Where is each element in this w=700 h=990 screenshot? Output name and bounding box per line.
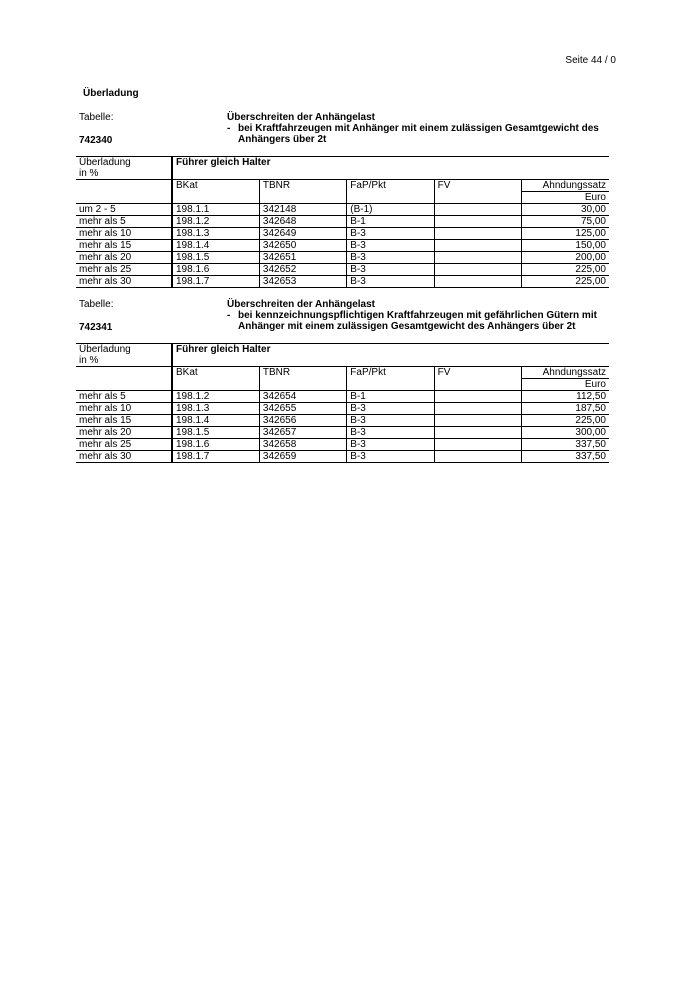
cell-overload: um 2 - 5 (76, 204, 172, 216)
table-row (76, 391, 609, 403)
cell-fap: B-3 (347, 415, 434, 427)
cell-bkat: 198.1.7 (172, 276, 259, 288)
description-line: Anhänger mit einem zulässigen Gesamtgewicht des Anhängers über 2t (238, 321, 576, 332)
cell-bkat: 198.1.6 (172, 439, 259, 451)
penalty-table (76, 343, 609, 463)
cell-fap: B-1 (347, 216, 434, 228)
group-header: Führer gleich Halter (172, 157, 609, 169)
cell-amount: 187,50 (522, 403, 609, 415)
cell-bkat: 198.1.1 (172, 204, 259, 216)
cell-fv (434, 415, 521, 427)
column-header-overload: Überladung (76, 157, 172, 169)
cell-bkat: 198.1.3 (172, 403, 259, 415)
cell-fv (434, 391, 521, 403)
column-header-amount: Ahndungssatz (522, 180, 609, 192)
table-row (76, 240, 609, 252)
table-row (76, 403, 609, 415)
column-header-unit: in % (76, 355, 172, 367)
cell-bkat: 198.1.2 (172, 391, 259, 403)
table-description (227, 123, 599, 145)
column-header-unit: in % (76, 168, 172, 180)
column-header-currency: Euro (522, 192, 609, 204)
cell-fv (434, 276, 521, 288)
penalty-table (76, 156, 609, 288)
cell-fap: (B-1) (347, 204, 434, 216)
table-code: 742340 (79, 135, 113, 146)
table-row (76, 427, 609, 439)
cell-amount: 300,00 (522, 427, 609, 439)
table-heading: Überschreiten der Anhängelast (227, 299, 376, 310)
cell-tbnr: 342148 (259, 204, 346, 216)
cell-tbnr: 342653 (259, 276, 346, 288)
page-number: Seite 44 / 0 (565, 55, 616, 66)
cell-amount: 112,50 (522, 391, 609, 403)
table-label: Tabelle: (79, 299, 114, 310)
cell-overload: mehr als 15 (76, 415, 172, 427)
cell-tbnr: 342655 (259, 403, 346, 415)
column-header-currency: Euro (522, 379, 609, 391)
cell-fap: B-3 (347, 264, 434, 276)
cell-amount: 150,00 (522, 240, 609, 252)
column-header-fap: FaP/Pkt (347, 367, 434, 379)
cell-tbnr: 342651 (259, 252, 346, 264)
cell-fv (434, 252, 521, 264)
cell-fap: B-1 (347, 391, 434, 403)
cell-amount: 75,00 (522, 216, 609, 228)
bullet-dash: - (227, 310, 231, 321)
table-row (76, 204, 609, 216)
cell-overload: mehr als 25 (76, 264, 172, 276)
column-header-tbnr: TBNR (259, 367, 346, 379)
cell-bkat: 198.1.5 (172, 252, 259, 264)
cell-fap: B-3 (347, 276, 434, 288)
group-header: Führer gleich Halter (172, 344, 609, 356)
cell-overload: mehr als 30 (76, 276, 172, 288)
column-header-amount: Ahndungssatz (522, 367, 609, 379)
column-header-fap: FaP/Pkt (347, 180, 434, 192)
cell-amount: 225,00 (522, 276, 609, 288)
cell-tbnr: 342654 (259, 391, 346, 403)
cell-overload: mehr als 15 (76, 240, 172, 252)
cell-tbnr: 342657 (259, 427, 346, 439)
cell-amount: 337,50 (522, 439, 609, 451)
cell-overload: mehr als 10 (76, 403, 172, 415)
cell-bkat: 198.1.4 (172, 240, 259, 252)
cell-bkat: 198.1.2 (172, 216, 259, 228)
cell-amount: 30,00 (522, 204, 609, 216)
cell-fv (434, 439, 521, 451)
table-heading: Überschreiten der Anhängelast (227, 112, 376, 123)
section-title: Überladung (83, 88, 139, 99)
cell-overload: mehr als 30 (76, 451, 172, 463)
table-row (76, 439, 609, 451)
column-header-fv: FV (434, 367, 521, 379)
table-description (227, 310, 597, 332)
cell-fap: B-3 (347, 427, 434, 439)
bullet-dash: - (227, 123, 231, 134)
table-code: 742341 (79, 322, 113, 333)
cell-overload: mehr als 20 (76, 427, 172, 439)
cell-tbnr: 342650 (259, 240, 346, 252)
cell-fap: B-3 (347, 439, 434, 451)
cell-fap: B-3 (347, 451, 434, 463)
cell-bkat: 198.1.5 (172, 427, 259, 439)
cell-fv (434, 240, 521, 252)
cell-overload: mehr als 5 (76, 216, 172, 228)
column-header-fv: FV (434, 180, 521, 192)
cell-overload: mehr als 20 (76, 252, 172, 264)
cell-fv (434, 204, 521, 216)
description-line: Anhängers über 2t (238, 134, 327, 145)
cell-fv (434, 403, 521, 415)
cell-amount: 225,00 (522, 415, 609, 427)
cell-fap: B-3 (347, 228, 434, 240)
cell-overload: mehr als 5 (76, 391, 172, 403)
table-row (76, 451, 609, 463)
cell-tbnr: 342658 (259, 439, 346, 451)
cell-bkat: 198.1.4 (172, 415, 259, 427)
cell-fv (434, 264, 521, 276)
description-line: bei kennzeichnungspflichtigen Kraftfahrzeugen mit gefährlichen Gütern mit (238, 310, 597, 321)
cell-amount: 337,50 (522, 451, 609, 463)
cell-fv (434, 451, 521, 463)
cell-tbnr: 342652 (259, 264, 346, 276)
cell-fv (434, 427, 521, 439)
cell-amount: 125,00 (522, 228, 609, 240)
cell-tbnr: 342649 (259, 228, 346, 240)
cell-fap: B-3 (347, 403, 434, 415)
cell-fap: B-3 (347, 240, 434, 252)
cell-bkat: 198.1.7 (172, 451, 259, 463)
cell-overload: mehr als 10 (76, 228, 172, 240)
column-header-overload: Überladung (76, 344, 172, 356)
column-header-tbnr: TBNR (259, 180, 346, 192)
table-row (76, 216, 609, 228)
table-row (76, 276, 609, 288)
table-label: Tabelle: (79, 112, 114, 123)
table-row (76, 228, 609, 240)
cell-bkat: 198.1.6 (172, 264, 259, 276)
cell-amount: 200,00 (522, 252, 609, 264)
cell-overload: mehr als 25 (76, 439, 172, 451)
cell-bkat: 198.1.3 (172, 228, 259, 240)
table-row (76, 252, 609, 264)
cell-fv (434, 216, 521, 228)
column-header-bkat: BKat (172, 367, 259, 379)
description-line: bei Kraftfahrzeugen mit Anhänger mit einem zulässigen Gesamtgewicht des (238, 123, 599, 134)
column-header-bkat: BKat (172, 180, 259, 192)
cell-fv (434, 228, 521, 240)
cell-amount: 225,00 (522, 264, 609, 276)
cell-fap: B-3 (347, 252, 434, 264)
table-row (76, 264, 609, 276)
cell-tbnr: 342659 (259, 451, 346, 463)
table-row (76, 415, 609, 427)
cell-tbnr: 342648 (259, 216, 346, 228)
cell-tbnr: 342656 (259, 415, 346, 427)
